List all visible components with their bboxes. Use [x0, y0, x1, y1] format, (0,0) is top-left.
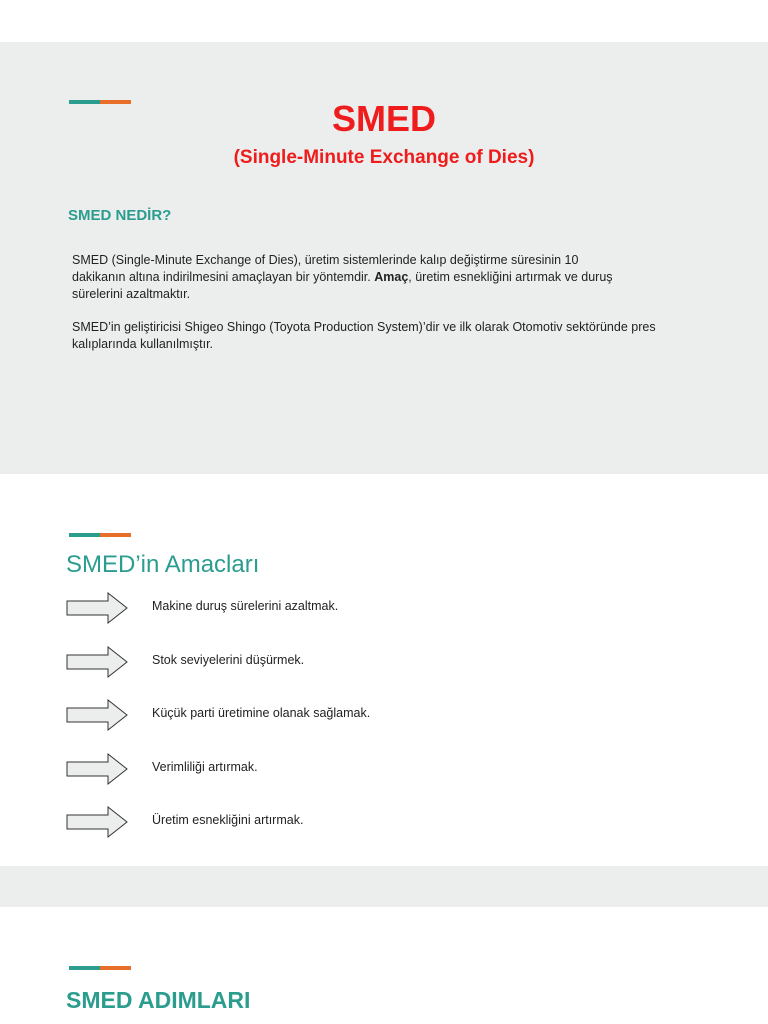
- page-title: SMED: [331, 98, 436, 139]
- aim-text: Küçük parti üretimine olanak sağlamak.: [152, 706, 371, 720]
- aim-item: [66, 590, 666, 644]
- intro-paragraph-2: SMED’in geliştiricisi Shigeo Shingo (Toyota Production System)’dir ve ilk olarak Otomotiv sektöründe pres kalıplarında kullanılmıştır.: [72, 320, 656, 351]
- intro-paragraph-1: [72, 252, 632, 303]
- aim-text: Üretim esnekliğini artırmak.: [152, 813, 304, 827]
- aims-heading: SMED’in Amacları: [66, 551, 260, 578]
- aim-item: [66, 804, 666, 858]
- aims-list: [66, 590, 666, 858]
- intro-text-end: , üretim esnekliğini artırmak ve duruş sürelerini azaltmaktır.: [72, 270, 613, 301]
- accent-bar: [69, 966, 131, 970]
- aim-text: Verimliliği artırmak.: [152, 759, 258, 774]
- page-subtitle: (Single-Minute Exchange of Dies): [233, 147, 535, 168]
- arrow-right-icon: [66, 699, 128, 731]
- what-is-smed-heading: SMED NEDİR?: [68, 207, 172, 224]
- accent-bar: [69, 533, 131, 537]
- aim-item: [66, 697, 666, 751]
- aim-item: [66, 751, 666, 805]
- aim-text: Stok seviyelerini düşürmek.: [152, 652, 305, 667]
- arrow-right-icon: [66, 646, 128, 678]
- intro-text-start: SMED (Single-Minute Exchange of Dies), üretim sistemlerinde kalıp değiştirme süresinin 10 dakikanın altına indirilmesini amaçlayan bir yöntemdir.: [72, 253, 579, 284]
- steps-heading: SMED ADIMLARI: [66, 987, 251, 1013]
- arrow-right-icon: [66, 753, 128, 785]
- aim-item: [66, 644, 666, 698]
- intro-bold-term: Amaç: [374, 270, 409, 284]
- aim-text: Makine duruş sürelerini azaltmak.: [152, 599, 339, 613]
- arrow-right-icon: [66, 592, 128, 624]
- arrow-right-icon: [66, 806, 128, 838]
- divider-band: [0, 866, 768, 907]
